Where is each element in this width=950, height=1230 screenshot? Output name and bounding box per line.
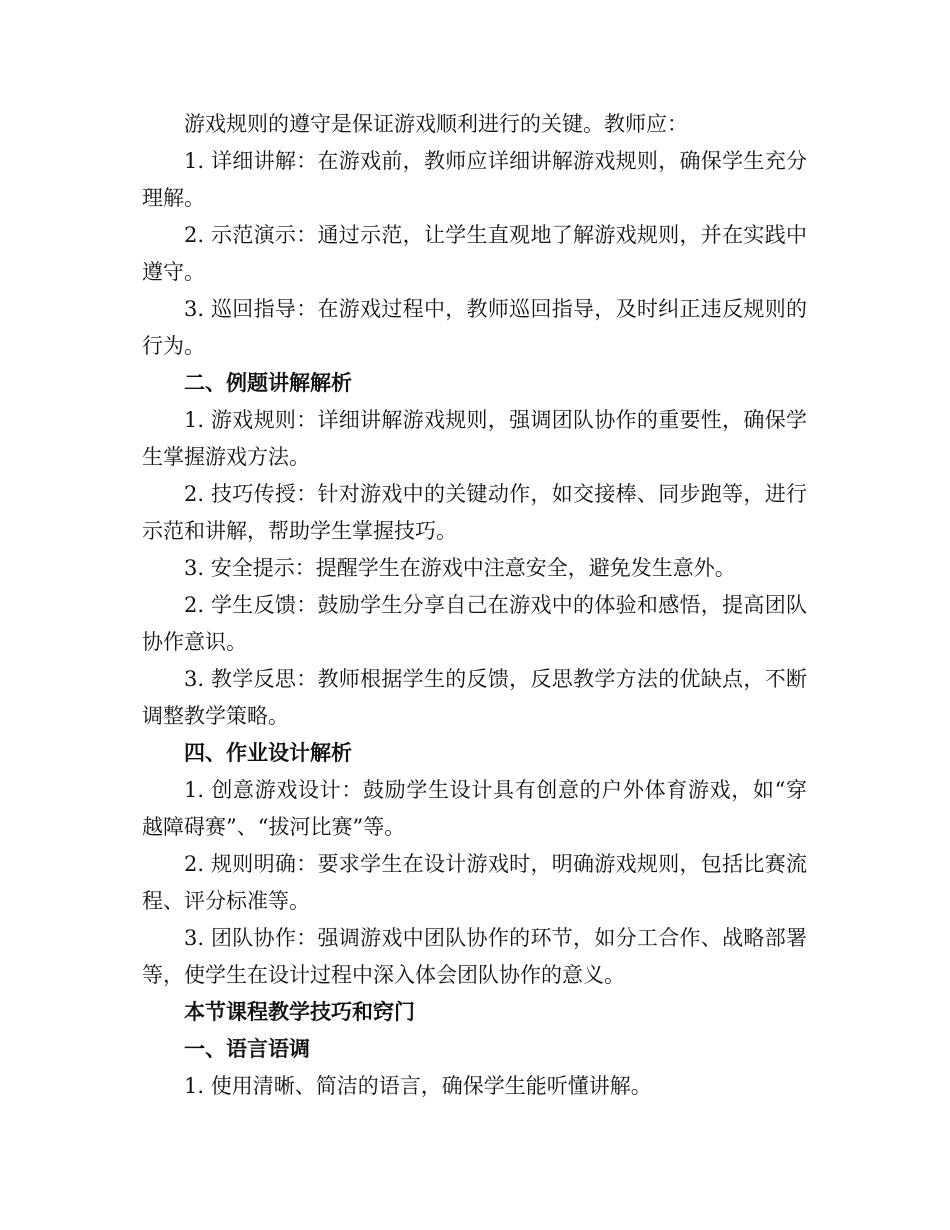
paragraph: 游戏规则的遵守是保证游戏顺利进行的关键。教师应：: [184, 112, 688, 136]
list-item: 3. 巡回指导：在游戏过程中，教师巡回指导，及时纠正违反规则的行为。: [142, 297, 807, 358]
document-body: [142, 106, 807, 1105]
section-heading: 本节课程教学技巧和窍门: [184, 1000, 415, 1024]
section-heading: 二、例题讲解解析: [184, 371, 352, 395]
list-item: 1. 详细讲解：在游戏前，教师应详细讲解游戏规则，确保学生充分理解。: [142, 149, 807, 210]
list-item: 3. 团队协作：强调游戏中团队协作的环节，如分工合作、战略部署等，使学生在设计过程中深入体会团队协作的意义。: [142, 926, 807, 987]
section-heading: 四、作业设计解析: [184, 741, 352, 765]
list-item: 2. 学生反馈：鼓励学生分享自己在游戏中的体验和感悟，提高团队协作意识。: [142, 593, 807, 654]
list-item: 3. 安全提示：提醒学生在游戏中注意安全，避免发生意外。: [184, 556, 736, 580]
list-item: 2. 示范演示：通过示范，让学生直观地了解游戏规则，并在实践中遵守。: [142, 223, 807, 284]
list-item: 2. 规则明确：要求学生在设计游戏时，明确游戏规则，包括比赛流程、评分标准等。: [142, 852, 807, 913]
subsection-heading: 一、语言语调: [184, 1037, 310, 1061]
list-item: 3. 教学反思：教师根据学生的反馈，反思教学方法的优缺点，不断调整教学策略。: [142, 667, 807, 728]
list-item: 1. 使用清晰、简洁的语言，确保学生能听懂讲解。: [184, 1074, 652, 1098]
list-item: 1. 创意游戏设计：鼓励学生设计具有创意的户外体育游戏，如“穿越障碍赛”、“拔河比赛”等。: [142, 778, 807, 839]
list-item: 1. 游戏规则：详细讲解游戏规则，强调团队协作的重要性，确保学生掌握游戏方法。: [142, 408, 807, 469]
list-item: 2. 技巧传授：针对游戏中的关键动作，如交接棒、同步跑等，进行示范和讲解，帮助学生掌握技巧。: [142, 482, 807, 543]
